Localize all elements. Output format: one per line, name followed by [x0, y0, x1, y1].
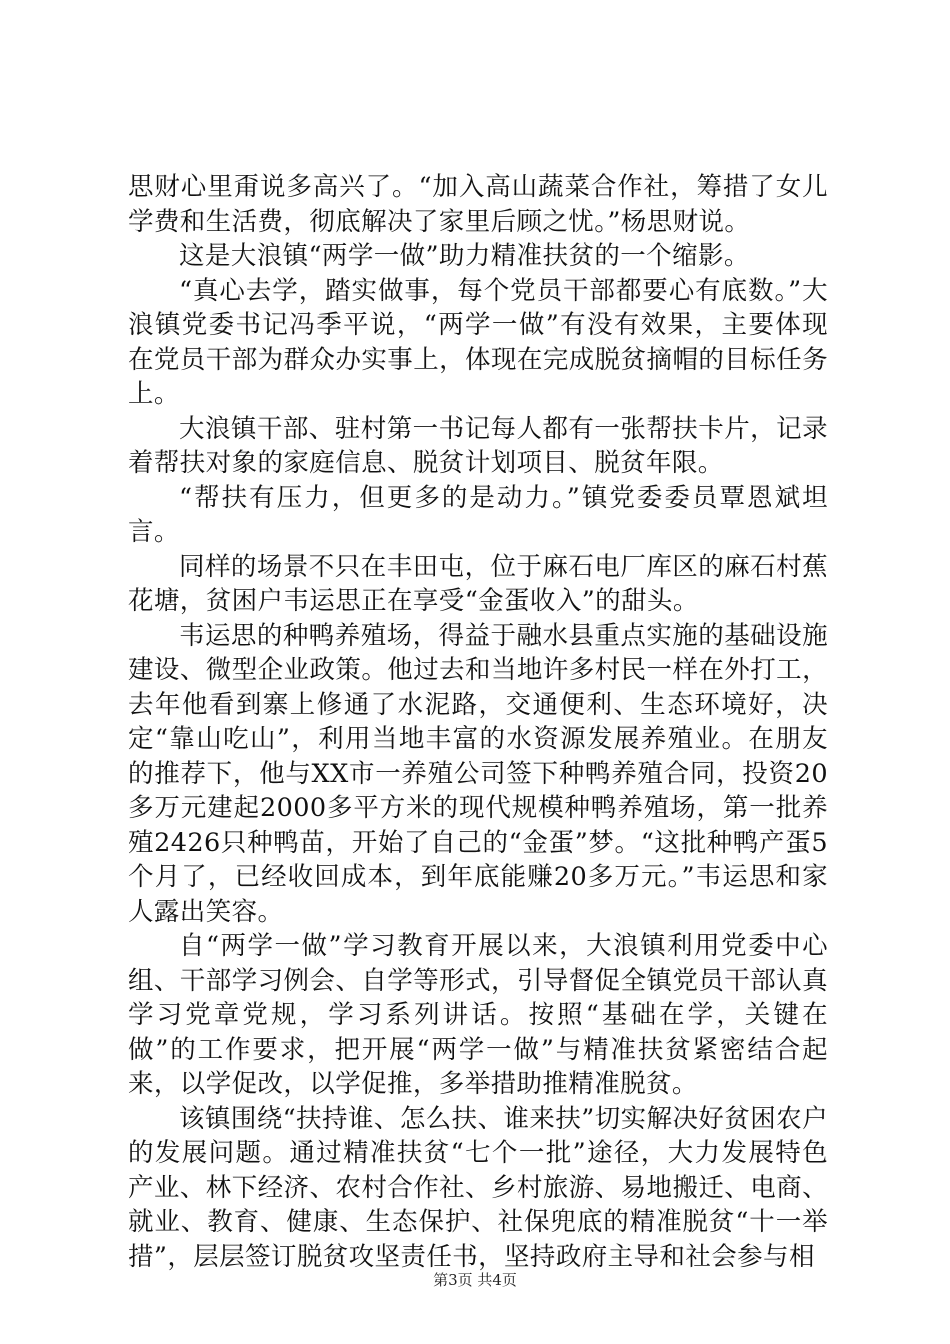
page-footer: 第3页 共4页 — [433, 1271, 517, 1289]
paragraph: 这是大浪镇“两学一做”助力精准扶贫的一个缩影。 — [179, 241, 750, 271]
paragraph: 自“两学一做”学习教育开展以来，大浪镇利用党委中心组、干部学习例会、自学等形式，引导督促全镇党员干部认真学习党章党规，学习系列讲话。按照“基础在学，关键在做”的工作要求，把开展“两学一做”与精准扶贫紧密结合起来，以学促改，以学促推，多举措助推精准脱贫。 — [128, 931, 828, 1099]
paragraph: “真心去学，踏实做事，每个党员干部都要心有底数。”大浪镇党委书记冯季平说，“两学一做”有没有效果，主要体现在党员干部为群众办实事上，体现在完成脱贫摘帽的目标任务上。 — [128, 275, 828, 409]
paragraph: “帮扶有压力，但更多的是动力。”镇党委委员覃恩斌坦言。 — [128, 482, 828, 547]
paragraph: 该镇围绕“扶持谁、怎么扶、谁来扶”切实解决好贫困农户的发展问题。通过精准扶贫“七个一批”途径，大力发展特色产业、林下经济、农村合作社、乡村旅游、易地搬迁、电商、就业、教育、健康、生态保护、社保兜底的精准脱贫“十一举措”，层层签订脱贫攻坚责任书，坚持政府主导和社会参与相 — [128, 1103, 828, 1272]
paragraph: 韦运思的种鸭养殖场，得益于融水县重点实施的基础设施建设、微型企业政策。他过去和当地许多村民一样在外打工，去年他看到寨上修通了水泥路，交通便利、生态环境好，决定“靠山吃山”，利用当地丰富的水资源发展养殖业。在朋友的推荐下，他与XX市一养殖公司签下种鸭养殖合同，投资20多万元建起2000多平方米的现代规模种鸭养殖场，第一批养殖2426只种鸭苗，开始了自己的“金蛋”梦。“这批种鸭产蛋5个月了，已经收回成本，到年底能赚20多万元。”韦运思和家人露出笑容。 — [128, 620, 828, 927]
paragraph-continuation: 思财心里甭说多高兴了。“加入高山蔬菜合作社，筹措了女儿学费和生活费，彻底解决了家里后顾之忧。”杨思财说。 — [128, 172, 828, 237]
article-body — [128, 170, 828, 1274]
paragraph: 同样的场景不只在丰田屯，位于麻石电厂库区的麻石村蕉花塘，贫困户韦运思正在享受“金蛋收入”的甜头。 — [128, 551, 828, 616]
paragraph: 大浪镇干部、驻村第一书记每人都有一张帮扶卡片，记录着帮扶对象的家庭信息、脱贫计划项目、脱贫年限。 — [128, 413, 828, 478]
